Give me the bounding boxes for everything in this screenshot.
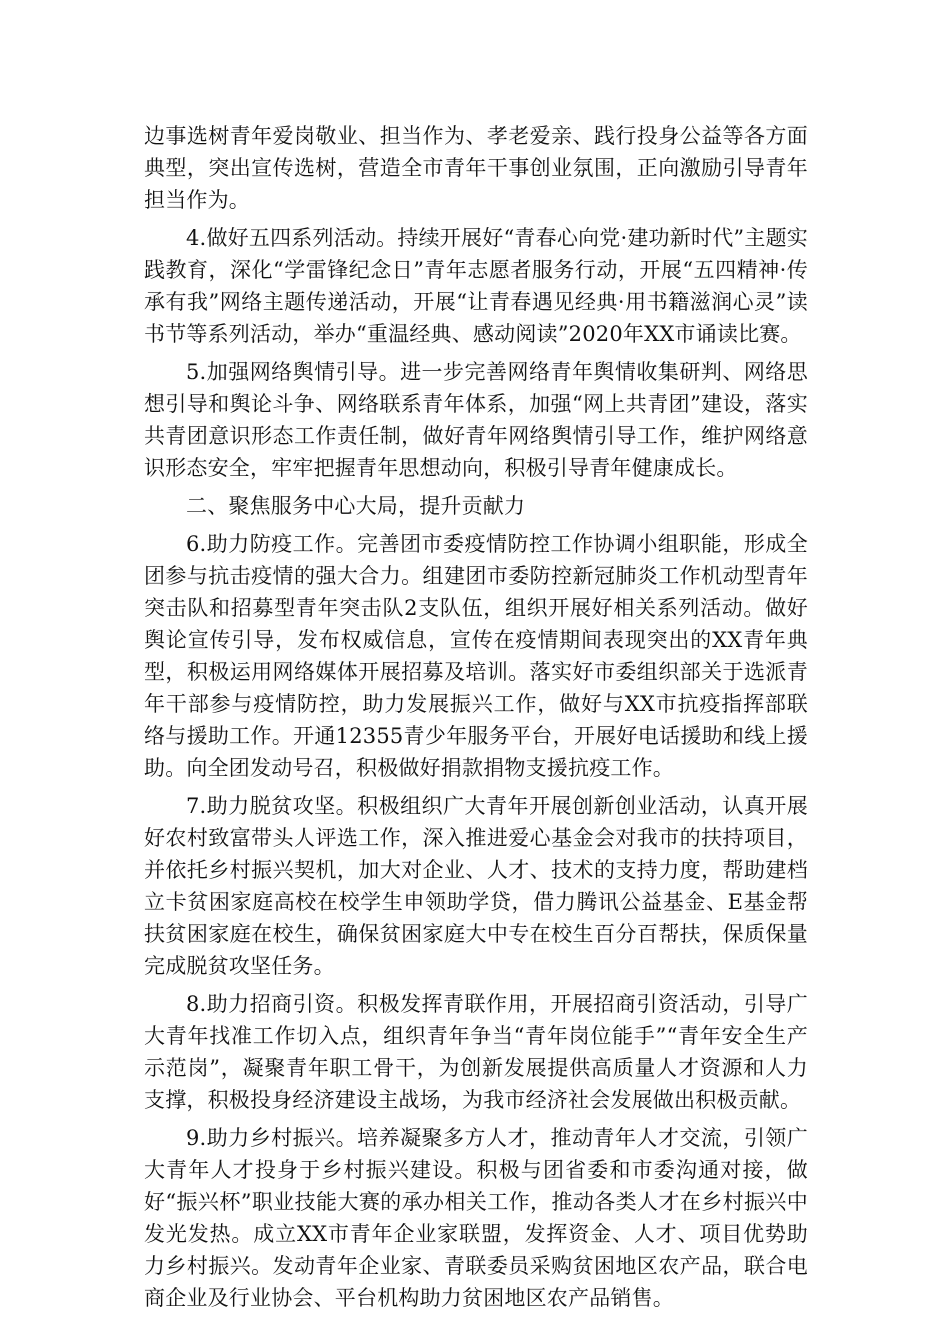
paragraph-item-7: 7.助力脱贫攻坚。积极组织广大青年开展创新创业活动，认真开展好农村致富带头人评选工作，深入推进爱心基金会对我市的扶持项目，并依托乡村振兴契机，加大对企业、人才、技术的支持力度，帮助建档立卡贫困家庭高校在校学生申领助学贷，借力腾讯公益基金、E基金帮扶贫困家庭在校生，确保贫困家庭大中专在校生百分百帮扶，保质保量完成脱贫攻坚任务。 [144, 794, 808, 978]
paragraph-item-6: 6.助力防疫工作。完善团市委疫情防控工作协调小组职能，形成全团参与抗击疫情的强大合力。组建团市委防控新冠肺炎工作机动型青年突击队和招募型青年突击队2支队伍，组织开展好相关系列活动。做好舆论宣传引导，发布权威信息，宣传在疫情期间表现突出的XX青年典型，积极运用网络媒体开展招募及培训。落实好市委组织部关于选派青年干部参与疫情防控，助力发展振兴工作，做好与XX市抗疫指挥部联络与援助工作。开通12355青少年服务平台，开展好电话援助和线上援助。向全团发动号召，积极做好捐款捐物支援抗疫工作。 [144, 532, 808, 780]
paragraph-item-5: 5.加强网络舆情引导。进一步完善网络青年舆情收集研判、网络思想引导和舆论斗争、网络联系青年体系，加强“网上共青团”建设，落实共青团意识形态工作责任制，做好青年网络舆情引导工作，维护网络意识形态安全，牢牢把握青年思想动向，积极引导青年健康成长。 [144, 360, 808, 480]
paragraph-item-8: 8.助力招商引资。积极发挥青联作用，开展招商引资活动，引导广大青年找准工作切入点，组织青年争当“青年岗位能手”“青年安全生产示范岗”，凝聚青年职工骨干，为创新发展提供高质量人才资源和人力支撑，积极投身经济建设主战场，为我市经济社会发展做出积极贡献。 [144, 992, 808, 1112]
paragraph-continuation: 边事选树青年爱岗敬业、担当作为、孝老爱亲、践行投身公益等各方面典型，突出宣传选树，营造全市青年干事创业氛围，正向激励引导青年担当作为。 [144, 124, 808, 212]
section-heading-2: 二、聚焦服务中心大局，提升贡献力 [186, 494, 526, 518]
paragraph-item-9: 9.助力乡村振兴。培养凝聚多方人才，推动青年人才交流，引领广大青年人才投身于乡村振兴建设。积极与团省委和市委沟通对接，做好“振兴杯”职业技能大赛的承办相关工作，推动各类人才在乡村振兴中发光发热。成立XX市青年企业家联盟，发挥资金、人才、项目优势助力乡村振兴。发动青年企业家、青联委员采购贫困地区农产品，联合电商企业及行业协会、平台机构助力贫困地区农产品销售。 [144, 1126, 808, 1310]
document-body [144, 120, 808, 1320]
paragraph-item-4: 4.做好五四系列活动。持续开展好“青春心向党·建功新时代”主题实践教育，深化“学雷锋纪念日”青年志愿者服务行动，开展“五四精神·传承有我”网络主题传递活动，开展“让青春遇见经典·用书籍滋润心灵”读书节等系列活动，举办“重温经典、感动阅读”2020年XX市诵读比赛。 [144, 226, 808, 346]
